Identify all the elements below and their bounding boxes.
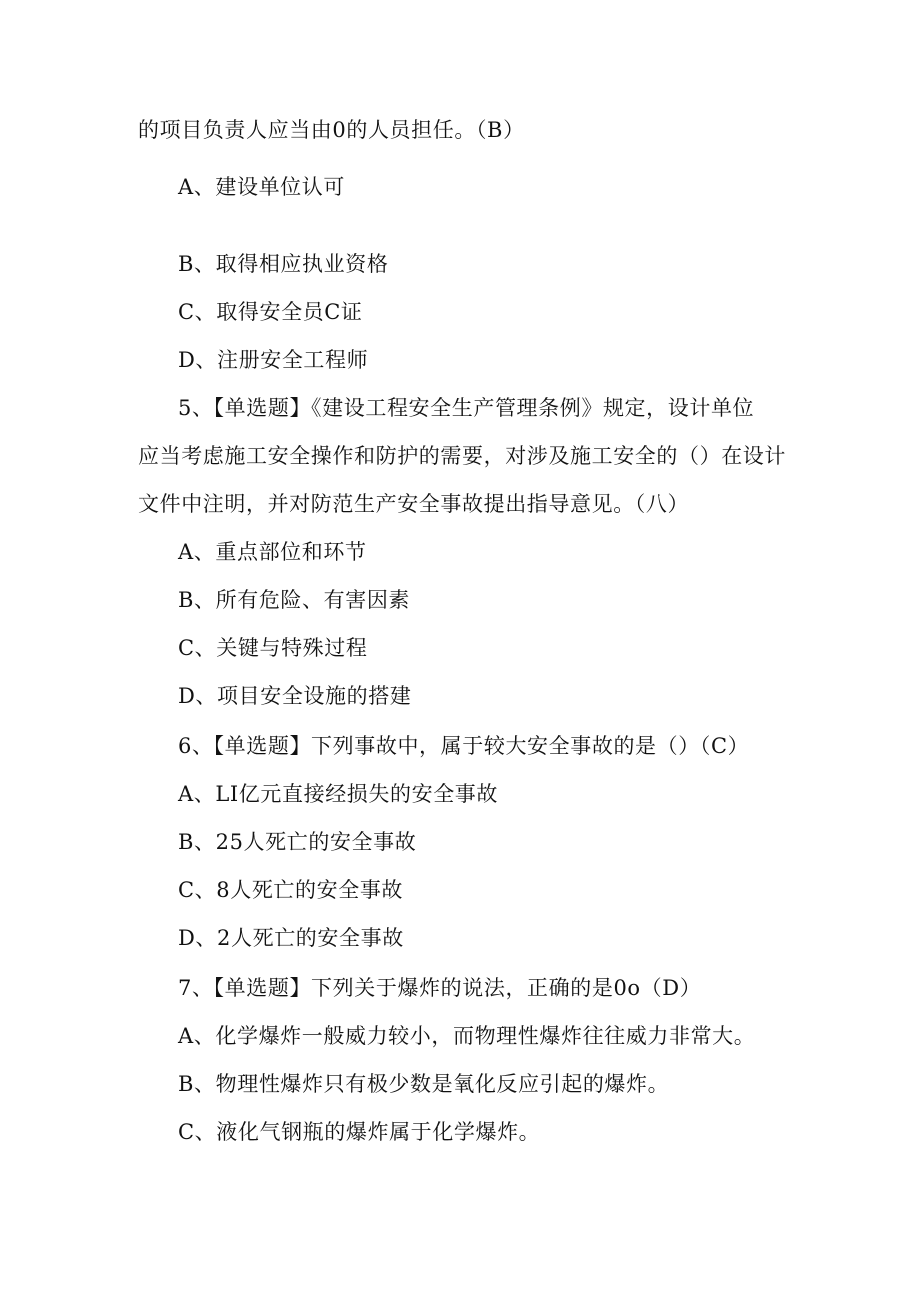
question-7: 7、【单选题】下列关于爆炸的说法，正确的是0o（D） bbox=[178, 976, 702, 1000]
q6-option-d: D、2人死亡的安全事故 bbox=[178, 926, 404, 950]
q4-option-b: B、取得相应执业资格 bbox=[178, 252, 389, 276]
q5-option-a: A、重点部位和环节 bbox=[178, 540, 367, 564]
q6-option-b: B、25人死亡的安全事故 bbox=[178, 830, 417, 854]
q5-option-c: C、关键与特殊过程 bbox=[178, 636, 368, 660]
question-5-line-1: 5、【单选题】《建设工程安全生产管理条例》规定，设计单位 bbox=[178, 396, 755, 420]
q7-option-c: C、液化气钢瓶的爆炸属于化学爆炸。 bbox=[178, 1120, 541, 1144]
q7-option-a: A、化学爆炸一般威力较小，而物理性爆炸往往威力非常大。 bbox=[178, 1024, 756, 1048]
q4-option-c: C、取得安全员C证 bbox=[178, 300, 363, 324]
q6-option-c: C、8人死亡的安全事故 bbox=[178, 878, 404, 902]
question-5-line-3: 文件中注明，并对防范生产安全事故提出指导意见。（八） bbox=[138, 492, 690, 516]
question-6: 6、【单选题】下列事故中，属于较大安全事故的是（）（C） bbox=[178, 734, 750, 758]
question-5-line-2: 应当考虑施工安全操作和防护的需要，对涉及施工安全的（）在设计 bbox=[138, 444, 786, 468]
q5-option-d: D、项目安全设施的搭建 bbox=[178, 684, 412, 708]
q4-option-a: A、建设单位认可 bbox=[178, 175, 345, 199]
q6-option-a: A、LI亿元直接经损失的安全事故 bbox=[178, 782, 499, 806]
question-4-continuation: 的项目负责人应当由0的人员担任。（B） bbox=[138, 118, 525, 142]
q5-option-b: B、所有危险、有害因素 bbox=[178, 588, 411, 612]
q7-option-b: B、物理性爆炸只有极少数是氧化反应引起的爆炸。 bbox=[178, 1072, 670, 1096]
q4-option-d: D、注册安全工程师 bbox=[178, 348, 369, 372]
